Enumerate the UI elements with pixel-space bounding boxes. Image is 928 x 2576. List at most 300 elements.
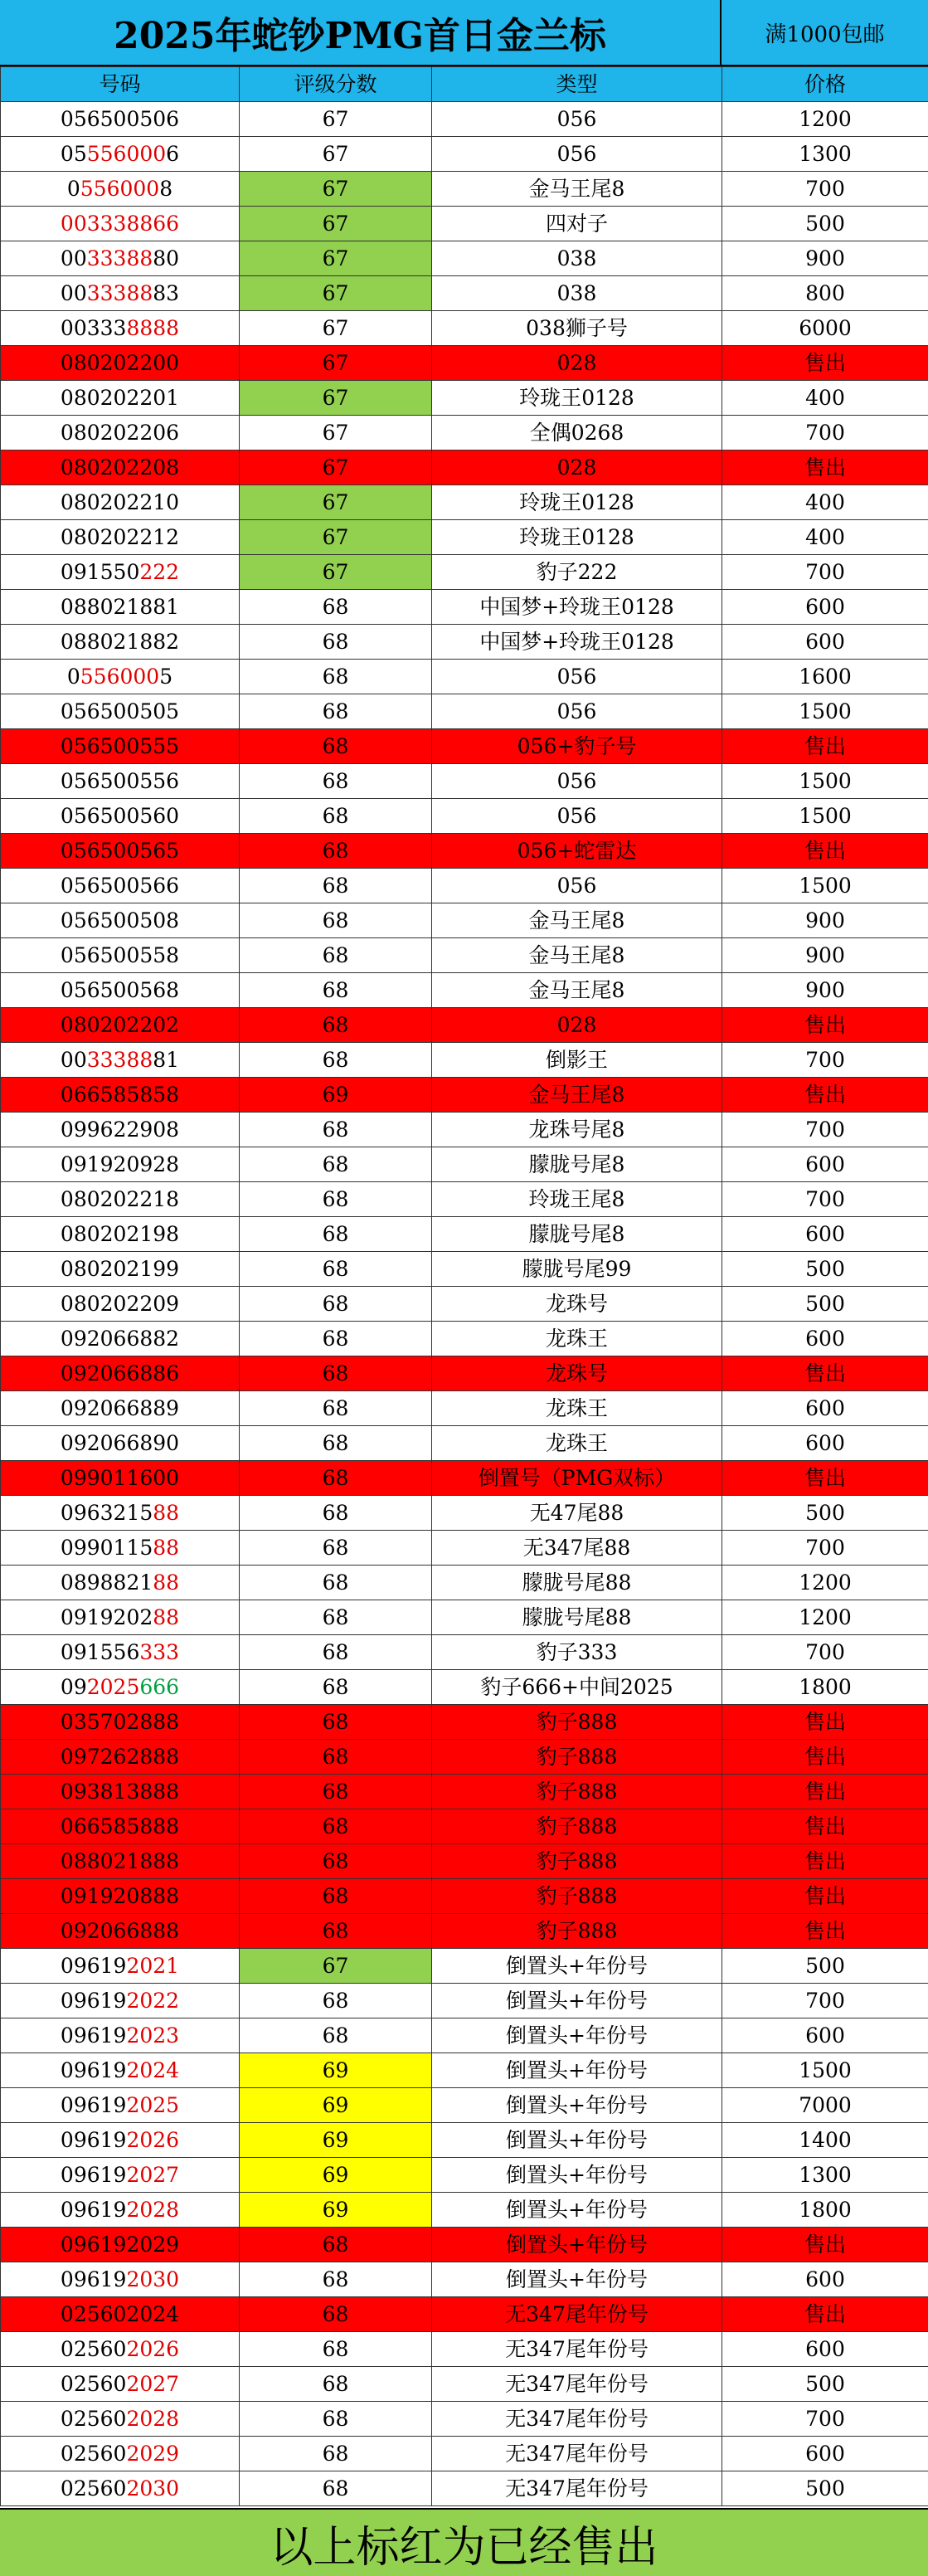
table-row: [1, 1775, 928, 1809]
price-cell: 500: [722, 2471, 928, 2506]
grade-score-cell: 69: [240, 2158, 432, 2193]
price-cell: 售出: [722, 1809, 928, 1844]
serial-number-segment: 080202200: [60, 351, 180, 375]
type-cell: 倒置头+年份号: [432, 1984, 722, 2018]
serial-number-segment: 00: [60, 1048, 87, 1072]
serial-number-cell: [1, 1322, 240, 1356]
column-header-price: 价格: [722, 67, 928, 102]
type-cell: 028: [432, 346, 722, 381]
type-cell: 无47尾88: [432, 1496, 722, 1531]
price-cell: 售出: [722, 2297, 928, 2332]
table-row: [1, 1113, 928, 1147]
table-row: [1, 311, 928, 346]
serial-number-segment: 066585888: [60, 1814, 180, 1838]
serial-number-segment: 09619: [60, 2267, 127, 2291]
serial-number-cell: [1, 1287, 240, 1322]
serial-number-segment: 8866: [126, 212, 180, 236]
price-cell: 700: [722, 1113, 928, 1147]
serial-number-segment: 0919202: [60, 1605, 153, 1629]
price-cell: 500: [722, 1496, 928, 1531]
table-row: [1, 172, 928, 207]
type-cell: 倒置头+年份号: [432, 2053, 722, 2088]
price-cell: 500: [722, 1252, 928, 1287]
price-cell: 1500: [722, 694, 928, 729]
serial-number-cell: [1, 520, 240, 555]
grade-score-cell: 68: [240, 2402, 432, 2437]
serial-number-segment: 88: [153, 1570, 180, 1595]
type-cell: 038: [432, 241, 722, 276]
table-row: [1, 1740, 928, 1775]
grade-score-cell: 69: [240, 2088, 432, 2123]
serial-number-cell: [1, 1844, 240, 1879]
price-cell: 600: [722, 625, 928, 660]
grade-score-cell: 67: [240, 1949, 432, 1984]
price-cell: 500: [722, 207, 928, 241]
type-cell: 倒置头+年份号: [432, 2228, 722, 2262]
serial-number-cell: [1, 1008, 240, 1043]
serial-number-cell: [1, 1566, 240, 1600]
serial-number-segment: 2030: [126, 2476, 180, 2501]
serial-number-segment: 2028: [126, 2407, 180, 2431]
grade-score-cell: 68: [240, 625, 432, 660]
price-cell: 1500: [722, 799, 928, 834]
serial-number-segment: 0898821: [60, 1570, 153, 1595]
grade-score-cell: 68: [240, 2367, 432, 2402]
type-cell: 豹子888: [432, 1740, 722, 1775]
grade-score-cell: 68: [240, 694, 432, 729]
serial-number-cell: [1, 1600, 240, 1635]
grade-score-cell: 67: [240, 102, 432, 137]
type-cell: 无347尾年份号: [432, 2332, 722, 2367]
serial-number-segment: 056500560: [60, 804, 180, 828]
serial-number-segment: 080202202: [60, 1013, 180, 1037]
price-cell: 售出: [722, 729, 928, 764]
type-cell: 豹子888: [432, 1914, 722, 1949]
serial-number-cell: [1, 1809, 240, 1844]
serial-number-cell: [1, 450, 240, 485]
serial-number-cell: [1, 2471, 240, 2506]
table-row: [1, 2367, 928, 2402]
serial-number-segment: 080202206: [60, 421, 180, 445]
type-cell: 玲珑王0128: [432, 520, 722, 555]
serial-number-cell: [1, 938, 240, 973]
table-row: [1, 1705, 928, 1740]
price-cell: 1500: [722, 2053, 928, 2088]
serial-number-segment: 080202209: [60, 1292, 180, 1316]
price-cell: 1300: [722, 2158, 928, 2193]
serial-number-cell: [1, 1147, 240, 1182]
serial-number-cell: [1, 2158, 240, 2193]
type-cell: 玲珑王0128: [432, 485, 722, 520]
grade-score-cell: 68: [240, 1809, 432, 1844]
type-cell: 056+豹子号: [432, 729, 722, 764]
serial-number-segment: 00: [60, 246, 87, 270]
serial-number-segment: 09619: [60, 2198, 127, 2222]
serial-number-cell: [1, 2018, 240, 2053]
price-cell: 700: [722, 555, 928, 590]
serial-number-cell: [1, 2297, 240, 2332]
grade-score-cell: 68: [240, 938, 432, 973]
type-cell: 金马王尾8: [432, 172, 722, 207]
type-cell: 豹子888: [432, 1705, 722, 1740]
table-row: [1, 1391, 928, 1426]
grade-score-cell: 68: [240, 799, 432, 834]
price-cell: 售出: [722, 1705, 928, 1740]
price-cell: 1600: [722, 660, 928, 694]
grade-score-cell: 68: [240, 1426, 432, 1461]
serial-number-segment: 056500508: [60, 908, 180, 933]
serial-number-segment: 2025: [126, 2093, 180, 2117]
price-cell: 7000: [722, 2088, 928, 2123]
price-cell: 600: [722, 2437, 928, 2471]
column-header-score: 评级分数: [240, 67, 432, 102]
table-row: [1, 1078, 928, 1113]
price-cell: 700: [722, 1043, 928, 1078]
price-cell: 售出: [722, 2228, 928, 2262]
grade-score-cell: 67: [240, 137, 432, 172]
serial-number-segment: 05: [60, 142, 87, 166]
grade-score-cell: 68: [240, 2018, 432, 2053]
serial-number-cell: [1, 1461, 240, 1496]
price-cell: 售出: [722, 1879, 928, 1914]
grade-score-cell: 68: [240, 590, 432, 625]
table-row: [1, 1531, 928, 1566]
serial-number-segment: 00333: [60, 316, 127, 340]
table-row: [1, 102, 928, 137]
table-row: [1, 973, 928, 1008]
serial-number-cell: [1, 2193, 240, 2228]
serial-number-segment: 80: [153, 246, 180, 270]
type-cell: 056: [432, 694, 722, 729]
serial-number-segment: 8888: [126, 316, 180, 340]
type-cell: 龙珠号尾8: [432, 1113, 722, 1147]
grade-score-cell: 68: [240, 1984, 432, 2018]
grade-score-cell: 68: [240, 729, 432, 764]
serial-number-cell: [1, 1426, 240, 1461]
grade-score-cell: 68: [240, 2297, 432, 2332]
table-row: [1, 834, 928, 869]
grade-score-cell: 68: [240, 1356, 432, 1391]
price-cell: 售出: [722, 1008, 928, 1043]
serial-number-cell: [1, 555, 240, 590]
table-row: [1, 2471, 928, 2506]
serial-number-segment: 0963215: [60, 1501, 153, 1525]
type-cell: 056: [432, 137, 722, 172]
grade-score-cell: 68: [240, 1566, 432, 1600]
grade-score-cell: 68: [240, 1844, 432, 1879]
serial-number-segment: 2021: [126, 1954, 180, 1978]
price-cell: 600: [722, 590, 928, 625]
serial-number-segment: 88: [153, 1536, 180, 1560]
price-cell: 1200: [722, 1566, 928, 1600]
serial-number-segment: 093813888: [60, 1780, 180, 1804]
table-row: [1, 1949, 928, 1984]
table-row: [1, 207, 928, 241]
grade-score-cell: 68: [240, 2228, 432, 2262]
price-cell: 1500: [722, 764, 928, 799]
grade-score-cell: 68: [240, 1182, 432, 1217]
type-cell: 朦胧号尾88: [432, 1566, 722, 1600]
serial-number-segment: 088021882: [60, 630, 180, 654]
price-cell: 售出: [722, 1775, 928, 1809]
price-cell: 700: [722, 1182, 928, 1217]
serial-number-segment: 092066890: [60, 1431, 180, 1455]
serial-number-segment: 056500566: [60, 874, 180, 898]
grade-score-cell: 68: [240, 1322, 432, 1356]
serial-number-segment: 00: [60, 281, 87, 305]
serial-number-segment: 091920888: [60, 1884, 180, 1908]
price-cell: 700: [722, 2402, 928, 2437]
grade-score-cell: 68: [240, 869, 432, 903]
serial-number-segment: 556000: [80, 177, 160, 201]
serial-number-cell: [1, 903, 240, 938]
shipping-note: 满1000包邮: [722, 0, 928, 66]
serial-number-cell: [1, 1113, 240, 1147]
serial-number-cell: [1, 834, 240, 869]
type-cell: 028: [432, 1008, 722, 1043]
table-row: [1, 2228, 928, 2262]
grade-score-cell: 68: [240, 1287, 432, 1322]
type-cell: 玲珑王尾8: [432, 1182, 722, 1217]
serial-number-cell: [1, 102, 240, 137]
type-cell: 无347尾年份号: [432, 2471, 722, 2506]
price-cell: 500: [722, 2367, 928, 2402]
serial-number-segment: 056500555: [60, 734, 180, 758]
serial-number-cell: [1, 869, 240, 903]
serial-number-segment: 556000: [80, 665, 160, 689]
serial-number-segment: 333: [139, 1640, 180, 1664]
table-row: [1, 2123, 928, 2158]
serial-number-segment: 091550: [60, 560, 140, 584]
type-cell: 玲珑王0128: [432, 381, 722, 416]
serial-number-segment: 02560: [60, 2442, 127, 2466]
serial-number-segment: 33388: [86, 246, 153, 270]
serial-number-segment: 09619: [60, 2093, 127, 2117]
grade-score-cell: 67: [240, 555, 432, 590]
grade-score-cell: 68: [240, 1252, 432, 1287]
serial-number-segment: 88: [153, 1501, 180, 1525]
type-cell: 豹子888: [432, 1879, 722, 1914]
serial-number-segment: 056500568: [60, 978, 180, 1002]
serial-number-segment: 2022: [126, 1989, 180, 2013]
table-row: [1, 416, 928, 450]
type-cell: 金马王尾8: [432, 938, 722, 973]
serial-number-cell: [1, 1182, 240, 1217]
serial-number-segment: 096192029: [60, 2233, 180, 2257]
serial-number-segment: 091920928: [60, 1152, 180, 1176]
type-cell: 056: [432, 764, 722, 799]
type-cell: 倒置头+年份号: [432, 2123, 722, 2158]
grade-score-cell: 67: [240, 520, 432, 555]
type-cell: 豹子666+中间2025: [432, 1670, 722, 1705]
serial-number-segment: 2030: [126, 2267, 180, 2291]
grade-score-cell: 68: [240, 903, 432, 938]
price-cell: 400: [722, 381, 928, 416]
grade-score-cell: 67: [240, 485, 432, 520]
price-cell: 售出: [722, 834, 928, 869]
grade-score-cell: 68: [240, 1496, 432, 1531]
serial-number-segment: 33388: [86, 1048, 153, 1072]
price-cell: 600: [722, 2262, 928, 2297]
type-cell: 056: [432, 869, 722, 903]
table-row: [1, 1566, 928, 1600]
table-row: [1, 1426, 928, 1461]
type-cell: 中国梦+玲珑王0128: [432, 625, 722, 660]
type-cell: 无347尾年份号: [432, 2297, 722, 2332]
table-row: [1, 1879, 928, 1914]
grade-score-cell: 68: [240, 1914, 432, 1949]
price-cell: 售出: [722, 1078, 928, 1113]
table-row: [1, 938, 928, 973]
grade-score-cell: 67: [240, 241, 432, 276]
type-cell: 龙珠王: [432, 1426, 722, 1461]
table-row: [1, 2332, 928, 2367]
type-cell: 倒置头+年份号: [432, 2088, 722, 2123]
serial-number-cell: [1, 1217, 240, 1252]
type-cell: 038狮子号: [432, 311, 722, 346]
type-cell: 朦胧号尾8: [432, 1217, 722, 1252]
table-row: [1, 1984, 928, 2018]
serial-number-cell: [1, 764, 240, 799]
serial-number-cell: [1, 2332, 240, 2367]
serial-number-cell: [1, 590, 240, 625]
grade-score-cell: 68: [240, 2332, 432, 2367]
table-row: [1, 1287, 928, 1322]
type-cell: 056: [432, 660, 722, 694]
serial-number-segment: 2025: [86, 1675, 140, 1699]
serial-number-segment: 02560: [60, 2407, 127, 2431]
price-cell: 600: [722, 2018, 928, 2053]
serial-number-cell: [1, 2367, 240, 2402]
price-cell: 900: [722, 903, 928, 938]
serial-number-cell: [1, 1356, 240, 1391]
price-cell: 400: [722, 520, 928, 555]
serial-number-segment: 092066886: [60, 1361, 180, 1385]
serial-number-segment: 81: [153, 1048, 180, 1072]
serial-number-segment: 2024: [126, 2058, 180, 2082]
serial-number-segment: 097262888: [60, 1745, 180, 1769]
serial-number-segment: 222: [139, 560, 180, 584]
serial-number-segment: 080202218: [60, 1187, 180, 1211]
table-row: [1, 590, 928, 625]
price-cell: 1200: [722, 102, 928, 137]
table-row: [1, 2193, 928, 2228]
serial-number-cell: [1, 137, 240, 172]
type-cell: 倒置头+年份号: [432, 1949, 722, 1984]
serial-number-cell: [1, 1914, 240, 1949]
serial-number-cell: [1, 381, 240, 416]
serial-number-segment: 09619: [60, 2163, 127, 2187]
serial-number-cell: [1, 2053, 240, 2088]
price-cell: 售出: [722, 1356, 928, 1391]
type-cell: 倒置头+年份号: [432, 2158, 722, 2193]
table-row: [1, 1914, 928, 1949]
type-cell: 无347尾年份号: [432, 2402, 722, 2437]
type-cell: 金马王尾8: [432, 1078, 722, 1113]
table-row: [1, 520, 928, 555]
grade-score-cell: 68: [240, 1740, 432, 1775]
price-cell: 600: [722, 2332, 928, 2367]
table-row: [1, 1461, 928, 1496]
table-row: [1, 2297, 928, 2332]
price-cell: 700: [722, 1531, 928, 1566]
type-cell: 倒置头+年份号: [432, 2262, 722, 2297]
grade-score-cell: 68: [240, 973, 432, 1008]
serial-number-segment: 09619: [60, 2128, 127, 2152]
table-row: [1, 903, 928, 938]
table-row: [1, 1182, 928, 1217]
column-header-number: 号码: [1, 67, 240, 102]
table-row: [1, 2402, 928, 2437]
serial-number-cell: [1, 2262, 240, 2297]
type-cell: 038: [432, 276, 722, 311]
serial-number-cell: [1, 207, 240, 241]
type-cell: 无347尾年份号: [432, 2437, 722, 2471]
column-header-type: 类型: [432, 67, 722, 102]
grade-score-cell: 67: [240, 346, 432, 381]
price-cell: 售出: [722, 346, 928, 381]
serial-number-segment: 088021888: [60, 1849, 180, 1873]
type-cell: 无347尾88: [432, 1531, 722, 1566]
grade-score-cell: 68: [240, 1879, 432, 1914]
price-cell: 售出: [722, 1461, 928, 1496]
grade-score-cell: 68: [240, 1635, 432, 1670]
serial-number-cell: [1, 2123, 240, 2158]
grade-score-cell: 69: [240, 2053, 432, 2088]
serial-number-segment: 099622908: [60, 1118, 180, 1142]
table-row: [1, 2088, 928, 2123]
type-cell: 龙珠号: [432, 1356, 722, 1391]
table-row: [1, 660, 928, 694]
serial-number-cell: [1, 2402, 240, 2437]
grade-score-cell: 68: [240, 2437, 432, 2471]
grade-score-cell: 69: [240, 2193, 432, 2228]
price-cell: 700: [722, 416, 928, 450]
serial-number-segment: 099011600: [60, 1466, 180, 1490]
grade-score-cell: 68: [240, 764, 432, 799]
header-row: [1, 67, 928, 102]
serial-number-cell: [1, 1078, 240, 1113]
serial-number-segment: 5: [159, 665, 173, 689]
grade-score-cell: 67: [240, 311, 432, 346]
serial-number-cell: [1, 1531, 240, 1566]
serial-number-segment: 066585858: [60, 1083, 180, 1107]
table-row: [1, 137, 928, 172]
price-cell: 600: [722, 1391, 928, 1426]
grade-score-cell: 68: [240, 1705, 432, 1740]
price-cell: 1400: [722, 2123, 928, 2158]
serial-number-segment: 091556: [60, 1640, 140, 1664]
grade-score-cell: 67: [240, 172, 432, 207]
type-cell: 龙珠王: [432, 1322, 722, 1356]
serial-number-cell: [1, 1043, 240, 1078]
type-cell: 豹子222: [432, 555, 722, 590]
serial-number-segment: 02560: [60, 2476, 127, 2501]
footer-note: 以上标红为已经售出: [0, 2508, 928, 2576]
serial-number-segment: 080202210: [60, 490, 180, 514]
serial-number-segment: 025602024: [60, 2302, 180, 2326]
table-row: [1, 276, 928, 311]
serial-number-cell: [1, 311, 240, 346]
type-cell: 龙珠王: [432, 1391, 722, 1426]
grade-score-cell: 68: [240, 1113, 432, 1147]
serial-number-segment: 02560: [60, 2337, 127, 2361]
table-row: [1, 2053, 928, 2088]
type-cell: 倒置头+年份号: [432, 2193, 722, 2228]
serial-number-segment: 092066889: [60, 1396, 180, 1420]
type-cell: 全偶0268: [432, 416, 722, 450]
serial-number-segment: 056500505: [60, 699, 180, 723]
